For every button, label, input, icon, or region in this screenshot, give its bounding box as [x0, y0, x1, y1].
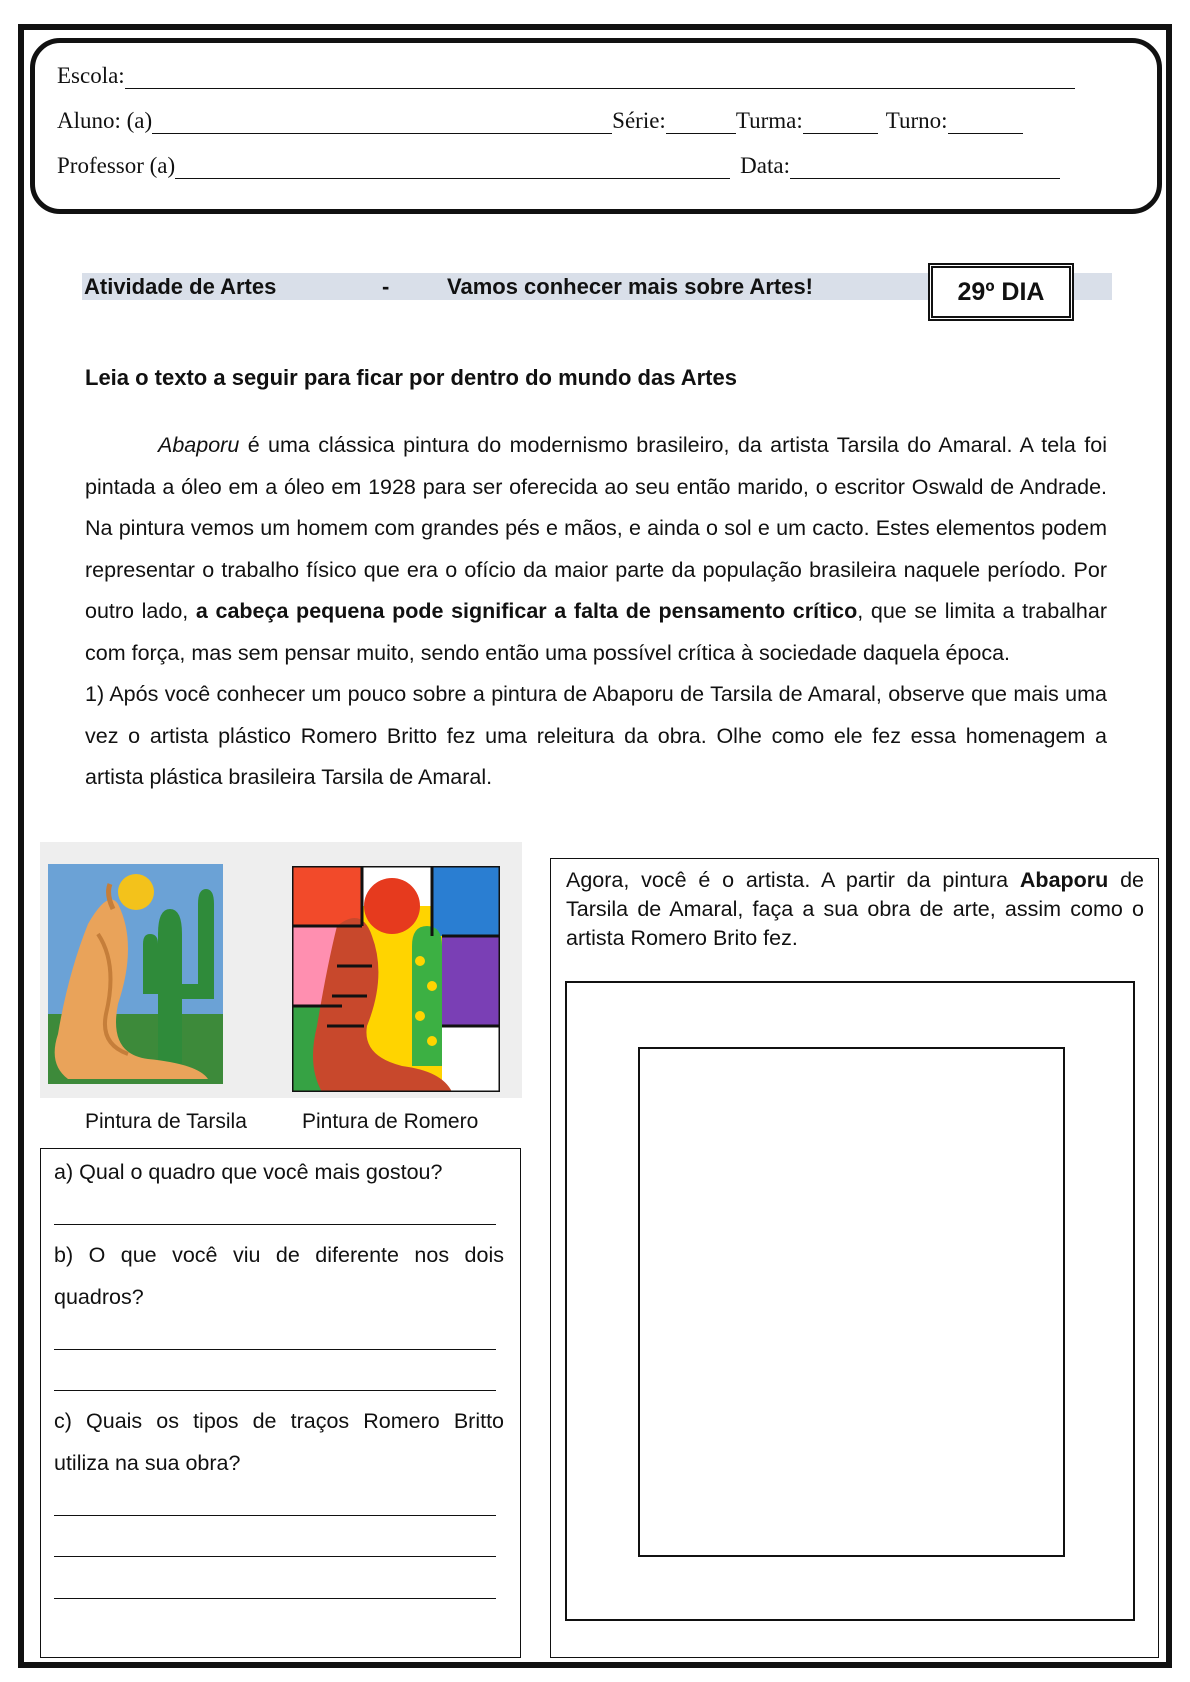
reading-instruction: Leia o texto a seguir para ficar por dentro do mundo das Artes	[85, 365, 737, 390]
paragraph-part1: é uma clássica pintura do modernismo brasileiro, da artista Tarsila do Amaral. A tela foi pintada a óleo em a óleo em 1928 para ser oferecida ao seu então marido, o escritor Oswald de Andrade. Na pintura vemos um homem com grandes pés e mãos, e ainda o sol e um cacto. Estes elementos podem representar o trabalho físico que era o ofício da maior parte da população brasileira naquele período. Por outro lado,	[85, 433, 1107, 623]
aluno-label: Aluno: (a)	[57, 108, 153, 133]
serie-label: Série:	[612, 108, 666, 133]
answer-line-c3[interactable]	[54, 1567, 504, 1609]
question-a: a) Qual o quadro que você mais gostou?	[54, 1160, 443, 1184]
activity-subtitle: Vamos conhecer mais sobre Artes!	[447, 274, 814, 299]
art-instruction	[566, 866, 1144, 953]
answer-line-b1[interactable]	[54, 1318, 504, 1360]
day-label: 29º DIA	[957, 277, 1045, 306]
question-c: c) Quais os tipos de traços Romero Britto utiliza na sua obra?	[54, 1409, 504, 1475]
professor-field[interactable]	[175, 158, 730, 179]
abaporu-paragraph	[85, 425, 1107, 674]
abaporu-title: Abaporu	[158, 433, 240, 457]
turno-field[interactable]	[948, 113, 1023, 134]
turma-field[interactable]	[803, 113, 878, 134]
caption-tarsila: Pintura de Tarsila	[85, 1110, 247, 1133]
data-field[interactable]	[790, 158, 1060, 179]
caption-romero: Pintura de Romero	[302, 1110, 479, 1133]
aluno-row	[57, 108, 1023, 134]
escola-label: Escola:	[57, 63, 125, 88]
answer-line-b2[interactable]	[54, 1360, 504, 1402]
romero-painting	[292, 866, 500, 1092]
tarsila-painting	[48, 864, 223, 1084]
abaporu-image	[48, 864, 223, 1084]
question-b: b) O que você viu de diferente nos dois quadros?	[54, 1243, 504, 1309]
aluno-field[interactable]	[152, 113, 612, 134]
answer-line-a1[interactable]	[54, 1194, 504, 1236]
paragraph-bold: a cabeça pequena pode significar a falta de pensamento crítico	[195, 599, 858, 623]
activity-title: Atividade de Artes	[84, 274, 277, 299]
art-instruction-part1: Agora, você é o artista. A partir da pintura	[566, 868, 1020, 892]
answer-line-c2[interactable]	[54, 1526, 504, 1568]
header-form	[30, 38, 1162, 214]
title-dash: -	[382, 274, 390, 299]
answer-line-c1[interactable]	[54, 1484, 504, 1526]
data-label: Data:	[740, 153, 790, 178]
art-instruction-part2: de Tarsila de Amaral, faça a sua obra de arte, assim como o artista Romero Brito fez.	[566, 868, 1145, 950]
romero-britto-image	[292, 866, 500, 1092]
drawing-frame-inner[interactable]	[638, 1047, 1065, 1557]
serie-field[interactable]	[666, 113, 736, 134]
day-badge	[928, 263, 1074, 321]
professor-label: Professor (a)	[57, 153, 176, 178]
escola-row	[57, 63, 1075, 89]
escola-field[interactable]	[125, 68, 1075, 89]
professor-row	[57, 153, 1060, 179]
turma-label: Turma:	[735, 108, 803, 133]
questions-content	[54, 1152, 504, 1609]
art-activity-box	[550, 858, 1159, 1658]
reading-text	[85, 425, 1107, 799]
art-instruction-bold: Abaporu	[1019, 868, 1109, 892]
questions-box	[40, 1148, 521, 1658]
question-1: 1) Após você conhecer um pouco sobre a pintura de Abaporu de Tarsila de Amaral, observe que mais uma vez o artista plástico Romero Britto fez uma releitura da obra. Olhe como ele fez essa homenagem a artista plástica brasileira Tarsila de Amaral.	[85, 682, 1107, 789]
turno-label: Turno:	[885, 108, 948, 133]
drawing-frame-outer[interactable]	[565, 981, 1135, 1621]
paragraph-part2: , que se limita a trabalhar com força, mas sem pensar muito, sendo então uma possível crítica à sociedade daquela época.	[85, 599, 1107, 665]
